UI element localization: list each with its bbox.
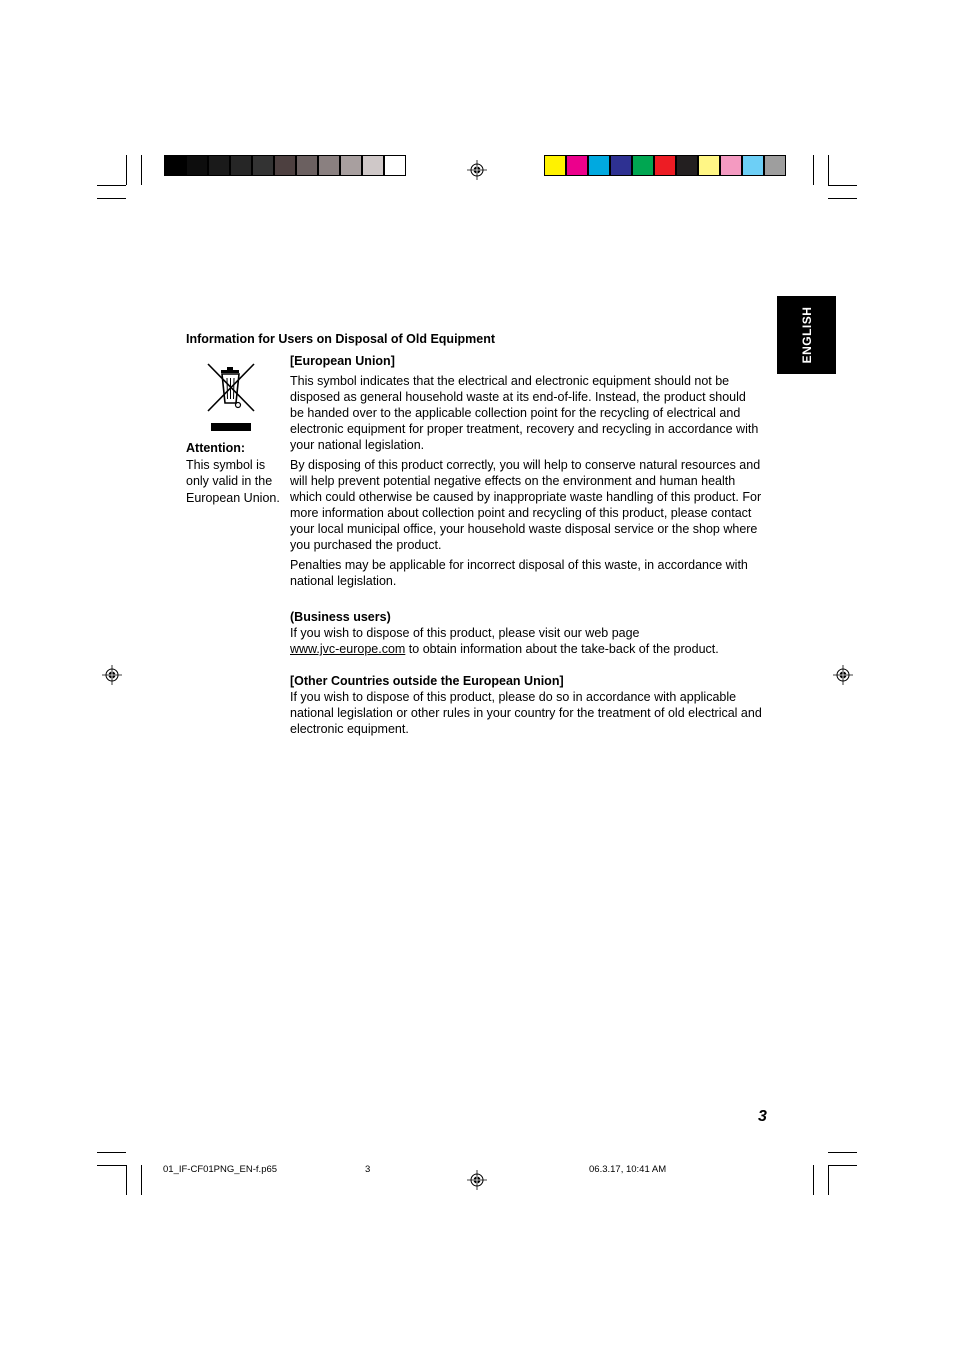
- footer-timestamp: 06.3.17, 10:41 AM: [589, 1164, 667, 1175]
- crop-mark: [97, 198, 126, 199]
- crop-mark: [813, 1165, 814, 1195]
- crop-mark: [97, 1165, 126, 1166]
- footer-filename: 01_IF-CF01PNG_EN-f.p65: [163, 1164, 278, 1175]
- registration-mark-icon: [833, 665, 853, 685]
- grayscale-swatch: [296, 155, 318, 176]
- grayscale-color-bar: [164, 155, 406, 176]
- grayscale-swatch: [208, 155, 230, 176]
- attention-text: This symbol is only valid in the European Union.: [186, 457, 280, 505]
- process-color-bar: [544, 155, 786, 176]
- color-swatch: [764, 155, 786, 176]
- color-swatch: [588, 155, 610, 176]
- crop-mark: [828, 1165, 857, 1166]
- eu-paragraph-3: Penalties may be applicable for incorrect disposal of this waste, in accordance with national legislation.: [290, 558, 748, 588]
- crop-mark: [141, 1165, 142, 1195]
- color-swatch: [742, 155, 764, 176]
- registration-mark-icon: [467, 1170, 487, 1190]
- grayscale-swatch: [340, 155, 362, 176]
- grayscale-swatch: [164, 155, 186, 176]
- disposal-info-body: [290, 353, 762, 737]
- crop-mark: [141, 155, 142, 185]
- crop-mark: [828, 185, 857, 186]
- color-swatch: [632, 155, 654, 176]
- other-countries-text: If you wish to dispose of this product, please do so in accordance with applicable national legislation or other rules in your country for the treatment of old electrical and electronic equipment.: [290, 690, 762, 736]
- crop-mark: [828, 1165, 829, 1195]
- crop-mark: [828, 198, 857, 199]
- eu-paragraph-1: This symbol indicates that the electrical and electronic equipment should not be disposed as general household waste at its end-of-life. Instead, the product should be handed over to the applicable collection point for the recycling of electrical and electronic equipment for proper treatment, recovery and recycling in accordance with your national legislation.: [290, 374, 759, 452]
- crop-mark: [126, 1165, 127, 1195]
- section-heading: Information for Users on Disposal of Old Equipment: [186, 332, 496, 346]
- business-heading: (Business users): [290, 610, 391, 624]
- color-swatch: [610, 155, 632, 176]
- attention-note: [186, 440, 281, 506]
- grayscale-swatch: [186, 155, 208, 176]
- page-number: 3: [758, 1108, 767, 1125]
- crop-mark: [126, 155, 127, 185]
- other-countries-heading: [Other Countries outside the European Union]: [290, 674, 564, 688]
- jvc-europe-link[interactable]: www.jvc-europe.com: [290, 642, 406, 656]
- crop-mark: [828, 155, 829, 185]
- language-tab: [777, 296, 836, 374]
- business-paragraph: [290, 625, 762, 657]
- language-tab-label: ENGLISH: [799, 306, 814, 364]
- footer-page: 3: [365, 1164, 371, 1175]
- color-swatch: [544, 155, 566, 176]
- color-swatch: [654, 155, 676, 176]
- grayscale-swatch: [252, 155, 274, 176]
- grayscale-swatch: [384, 155, 406, 176]
- attention-label: Attention:: [186, 441, 246, 455]
- eu-paragraph-2: By disposing of this product correctly, you will help to conserve natural resources and will help prevent potential negative effects on the environment and human health which could otherwise be caused by inappropriate waste handling of this product. For more information about collection point and recycling of this product, please contact your local municipal office, your household waste disposal service or the shop where you purchased the product.: [290, 458, 762, 552]
- grayscale-swatch: [274, 155, 296, 176]
- color-swatch: [698, 155, 720, 176]
- registration-mark-icon: [467, 160, 487, 180]
- eu-heading: [European Union]: [290, 354, 395, 368]
- business-text-2: to obtain information about the take-back of the product.: [405, 642, 719, 656]
- color-swatch: [566, 155, 588, 176]
- crop-mark: [97, 1152, 126, 1153]
- grayscale-swatch: [230, 155, 252, 176]
- color-swatch: [720, 155, 742, 176]
- business-text-1: If you wish to dispose of this product, please visit our web page: [290, 626, 640, 640]
- crop-mark: [828, 1152, 857, 1153]
- registration-mark-icon: [102, 665, 122, 685]
- grayscale-swatch: [318, 155, 340, 176]
- crossed-out-wheeled-bin-icon: [205, 361, 257, 433]
- color-swatch: [676, 155, 698, 176]
- crop-mark: [97, 185, 126, 186]
- crop-mark: [813, 155, 814, 185]
- grayscale-swatch: [362, 155, 384, 176]
